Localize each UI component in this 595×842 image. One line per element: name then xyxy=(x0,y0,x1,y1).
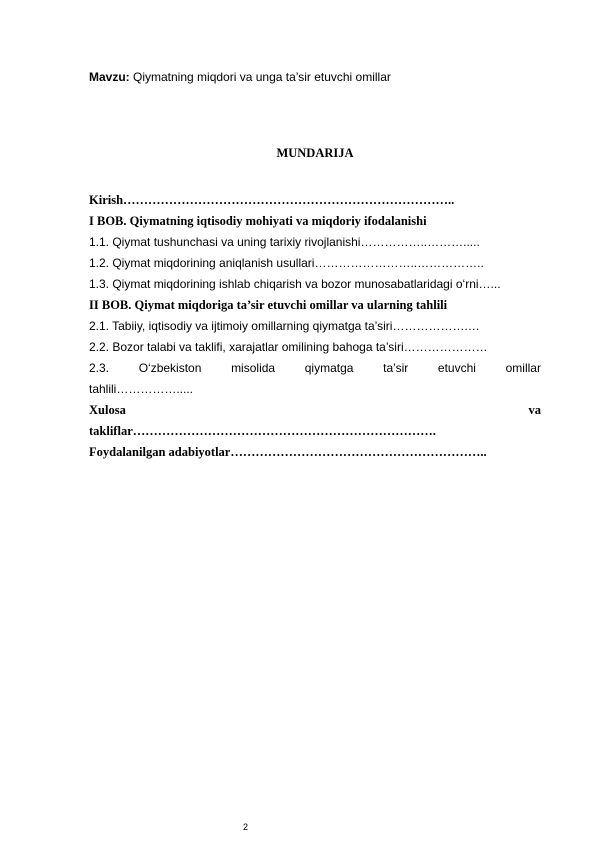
toc-entry-takliflar: takliflar………………………………………………………………. xyxy=(89,424,436,438)
topic-text: Qiymatning miqdori va unga ta’sir etuvchi omillar xyxy=(129,70,391,84)
toc-entry-2-3-word: O‘zbekiston xyxy=(138,361,202,375)
page-number: 2 xyxy=(243,822,249,832)
table-of-contents xyxy=(89,190,541,463)
toc-entry-2-3-continuation: tahlili……………..... xyxy=(89,382,194,396)
topic-label: Mavzu: xyxy=(89,70,130,84)
toc-entry-2-1: 2.1. Tabiiy, iqtisodiy va ijtimoiy omillarning qiymatga ta’siri……………….… xyxy=(89,319,480,333)
toc-heading: MUNDARIJA xyxy=(276,146,354,160)
toc-va-word: va xyxy=(528,403,541,417)
toc-xulosa-word: Xulosa xyxy=(89,403,126,417)
toc-entry-2-3-word: etuvchi xyxy=(437,361,476,375)
toc-entry-2-2: 2.2. Bozor talabi va taklifi, xarajatlar omilining bahoga ta’siri………………… xyxy=(89,340,488,354)
toc-chapter-2: II BOB. Qiymat miqdoriga ta’sir etuvchi omillar va ularning tahlili xyxy=(89,298,448,312)
toc-entry-kirish: Kirish…………………………………………………………………….. xyxy=(89,193,455,207)
toc-entry-2-3-word: omillar xyxy=(505,361,541,375)
toc-entry-adabiyotlar: Foydalanilgan adabiyotlar…………………………………………………….. xyxy=(89,445,487,459)
toc-entry-2-3-word: misolida xyxy=(231,361,276,375)
toc-entry-1-1: 1.1. Qiymat tushunchasi va uning tarixiy rivojlanishi……………..………..... xyxy=(89,235,480,249)
toc-entry-1-3: 1.3. Qiymat miqdorining ishlab chiqarish va bozor munosabatlaridagi o‘rni…... xyxy=(89,277,501,291)
topic-line xyxy=(89,70,391,84)
toc-entry-xulosa xyxy=(89,400,541,421)
toc-entry-2-3 xyxy=(89,358,541,379)
toc-entry-2-3-word: 2.3. xyxy=(89,361,110,375)
toc-entry-2-3-word: qiymatga xyxy=(304,361,354,375)
toc-chapter-1: I BOB. Qiymatning iqtisodiy mohiyati va miqdoriy ifodalanishi xyxy=(89,214,427,228)
toc-entry-1-2: 1.2. Qiymat miqdorining aniqlanish usullari……………………..…………….. xyxy=(89,256,484,270)
toc-entry-2-3-word: ta’sir xyxy=(383,361,409,375)
